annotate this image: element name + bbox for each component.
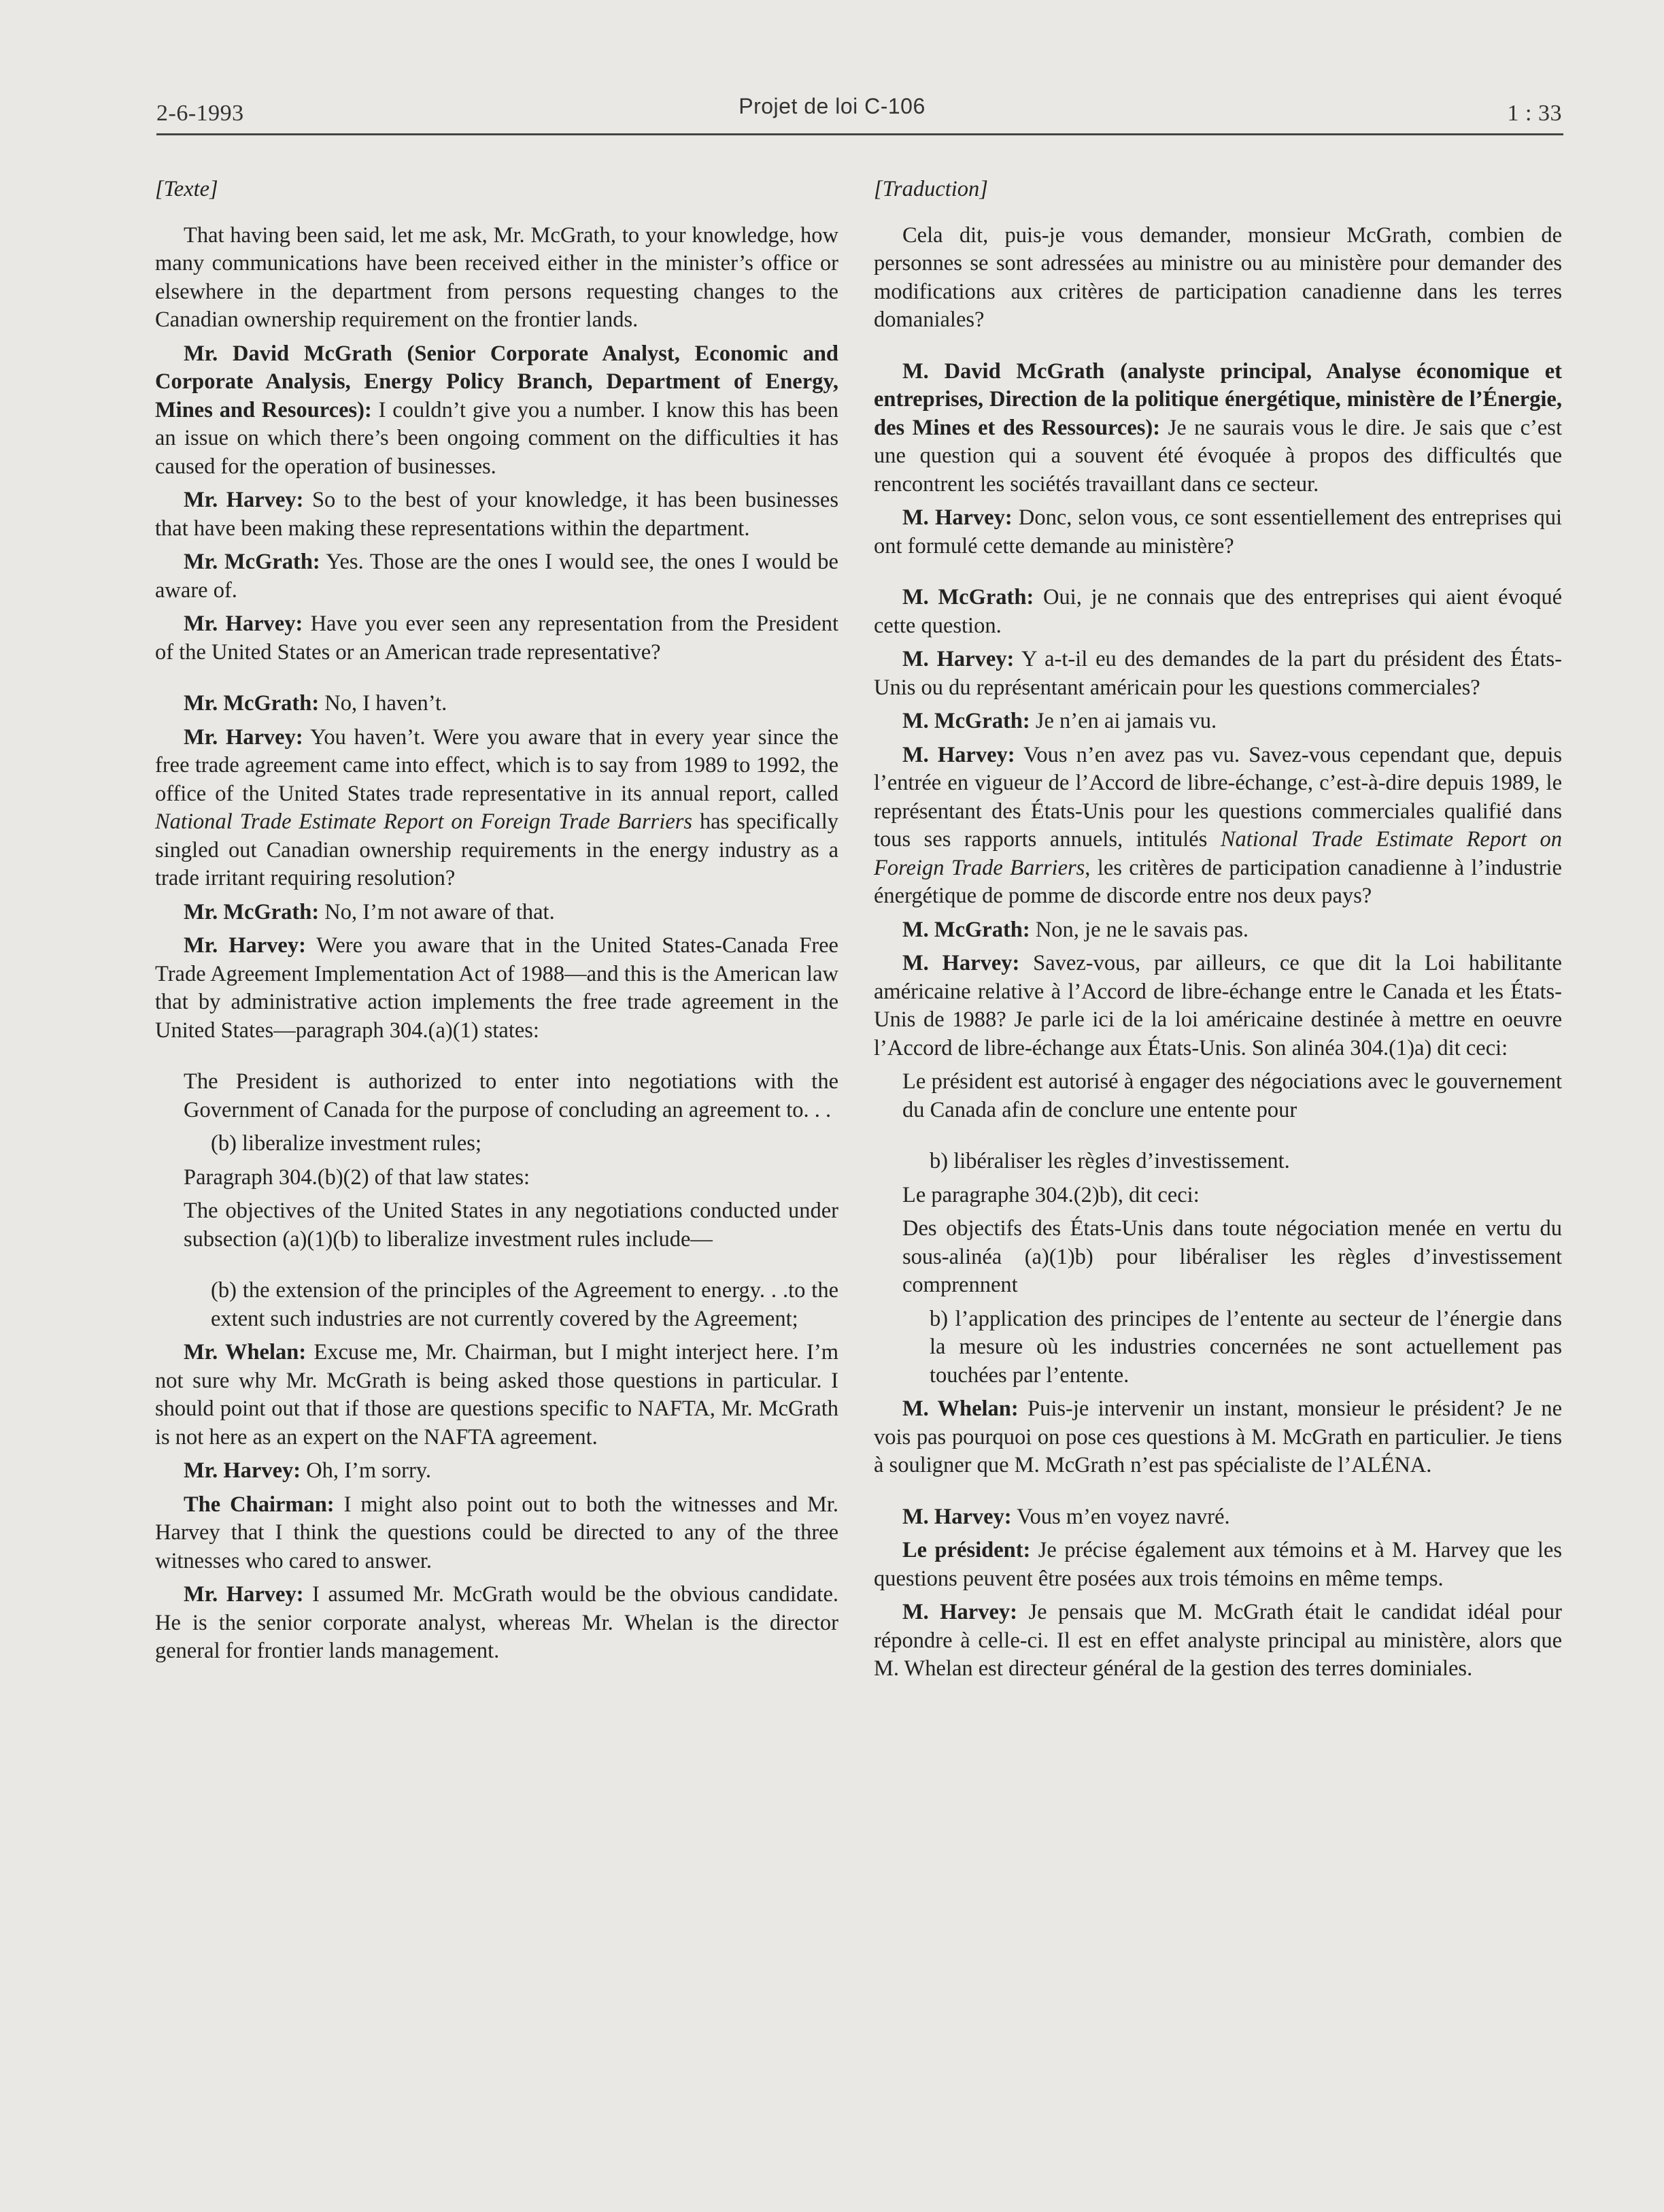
report-title: National Trade Estimate Report on Foreign Trade Barriers	[874, 827, 1562, 880]
quotation: Le président est autorisé à engager des négociations avec le gouvernement du Canada afin de conclure une entente pour	[902, 1069, 1562, 1122]
paragraph	[155, 1581, 838, 1666]
speech: No, I’m not aware of that.	[319, 899, 555, 924]
paragraph	[155, 724, 838, 893]
quotation: The objectives of the United States in any negotiations conducted under subsection (a)(1)(b) to liberalize investment rules include—	[184, 1199, 838, 1252]
speaker: M. Harvey:	[902, 505, 1013, 530]
speech: So to the best of your knowledge, it has been businesses that have been making these representations within the department.	[155, 488, 838, 541]
header-rule	[156, 133, 1563, 135]
paragraph	[155, 1339, 838, 1452]
quotation: The President is authorized to enter into negotiations with the Government of Canada for the purpose of concluding an agreement to. . .	[184, 1069, 838, 1122]
speech: I assumed Mr. McGrath would be the obvious candidate. He is the senior corporate analyst, whereas Mr. Whelan is the director general for frontier lands management.	[155, 1582, 839, 1663]
speech: , les critères de participation canadienne à l’industrie énergétique de pomme de discorde entre nos deux pays?	[874, 855, 1562, 908]
paragraph	[155, 690, 838, 718]
speech: Oui, je ne connais que des entreprises qui aient évoqué cette question.	[874, 585, 1562, 638]
speaker: Mr. David McGrath (Senior Corporate Analyst, Economic and Corporate Analysis, Energy Policy Branch, Department of Energy, Mines and Resources):	[155, 341, 838, 422]
speech: has specifically singled out Canadian ownership requirements in the energy industry as a trade irritant requiring resolution?	[155, 809, 838, 890]
speaker: M. McGrath:	[902, 709, 1030, 733]
header-date: 2-6-1993	[156, 101, 244, 126]
paragraph	[155, 610, 838, 667]
paragraph	[155, 932, 838, 1045]
paragraph	[874, 1395, 1562, 1480]
paragraph	[874, 584, 1562, 640]
paragraph: That having been said, let me ask, Mr. McGrath, to your knowledge, how many communications have been received either in the minister’s office or elsewhere in the department from persons requesting changes to the Canadian ownership requirement on the frontier lands.	[155, 222, 838, 332]
speaker: The Chairman:	[184, 1492, 335, 1517]
paragraph	[874, 504, 1562, 560]
speaker: Mr. Harvey:	[184, 933, 306, 958]
speech: Je ne saurais vous le dire. Je sais que c’est une question qui a souvent été évoquée à propos des difficultés que rencontrent les sociétés travaillant dans ce secteur.	[874, 415, 1562, 497]
speaker: Mr. Harvey:	[184, 1458, 301, 1483]
speech: Were you aware that in the United States-Canada Free Trade Agreement Implementation Act of 1988—and this is the American law that by administrative action implements the free trade agreement in the United States—paragraph 304.(a)(1) states:	[155, 933, 838, 1043]
paragraph	[155, 899, 838, 927]
speech: Vous m’en voyez navré.	[1011, 1504, 1230, 1529]
speech: Donc, selon vous, ce sont essentiellement des entreprises qui ont formulé cette demande au ministère?	[874, 505, 1562, 558]
header-title: Projet de loi C-106	[738, 94, 926, 118]
speaker: M. Harvey:	[902, 1504, 1012, 1529]
speaker: Mr. McGrath:	[184, 550, 320, 574]
speaker: M. Harvey:	[902, 1600, 1017, 1624]
speaker: M. Harvey:	[902, 742, 1015, 767]
speaker: M. Harvey:	[902, 951, 1020, 975]
speaker: Mr. Harvey:	[184, 724, 303, 750]
speech: I might also point out to both the witnesses and Mr. Harvey that I think the questions could be directed to any of the three witnesses who cared to answer.	[155, 1492, 838, 1573]
speech: I couldn’t give you a number. I know this has been an issue on which there’s been ongoing comment on the difficulties it has caused for the operation of businesses.	[155, 397, 838, 479]
paragraph	[155, 1491, 838, 1576]
paragraph	[874, 646, 1562, 702]
paragraph	[155, 486, 838, 543]
english-column	[155, 175, 838, 1671]
paragraph	[874, 358, 1562, 499]
quotation: Paragraph 304.(b)(2) of that law states:	[184, 1164, 530, 1190]
speaker: Mr. McGrath:	[184, 899, 320, 924]
quotation: Le paragraphe 304.(2)b), dit ceci:	[902, 1182, 1200, 1207]
speaker: M. Harvey:	[902, 647, 1015, 671]
speaker: M. McGrath:	[902, 585, 1034, 609]
quotation: b) libéraliser les règles d’investissement.	[930, 1149, 1290, 1173]
speaker: Mr. Harvey:	[184, 1582, 304, 1607]
speaker: M. McGrath:	[902, 917, 1030, 942]
speech: Y a-t-il eu des demandes de la part du président des États-Unis ou du représentant américain pour les questions commerciales?	[874, 647, 1562, 700]
paragraph	[874, 1598, 1562, 1683]
paragraph	[874, 1537, 1562, 1593]
speech: Savez-vous, par ailleurs, ce que dit la Loi habilitante américaine relative à l’Accord de libre-échange entre le Canada et les États-Unis de 1988? Je parle ici de la loi américaine destinée à mettre en oeuvre l’Accord de libre-échange aux États-Unis. Son alinéa 304.(1)a) dit ceci:	[874, 951, 1562, 1060]
speech: Puis-je intervenir un instant, monsieur le président? Je ne vois pas pourquoi on pose ces questions à M. McGrath en particulier. Je tiens à souligner que M. McGrath n’est pas spécialiste de l’ALÉNA.	[874, 1396, 1563, 1477]
paragraph	[874, 916, 1562, 945]
speaker: Le président:	[902, 1538, 1031, 1562]
speech: Je pensais que M. McGrath était le candidat idéal pour répondre à celle-ci. Il est en effet analyste principal au ministère, alors que M. Whelan est directeur général de la gestion des terres dominiales.	[874, 1600, 1562, 1681]
translation-tag: [Traduction]	[874, 177, 988, 201]
paragraph	[874, 950, 1562, 1062]
paragraph	[874, 707, 1562, 736]
speech: Have you ever seen any representation from the President of the United States or an American trade representative?	[155, 611, 838, 665]
text-tag: [Texte]	[155, 177, 218, 201]
speech: No, I haven’t.	[319, 691, 447, 716]
paragraph	[155, 1457, 838, 1486]
quotation: (b) liberalize investment rules;	[211, 1131, 481, 1156]
speaker: M. Whelan:	[902, 1396, 1019, 1421]
paragraph: Cela dit, puis-je vous demander, monsieur McGrath, combien de personnes se sont adressées au ministre ou au ministère pour demander des modifications aux critères de participation canadienne dans les terres domaniales?	[874, 222, 1562, 332]
speaker: Mr. Harvey:	[184, 488, 304, 512]
speech: Yes. Those are the ones I would see, the ones I would be aware of.	[155, 550, 838, 603]
paragraph	[155, 548, 838, 605]
speech: Excuse me, Mr. Chairman, but I might interject here. I’m not sure why Mr. McGrath is being asked those questions in particular. I should point out that if those are questions specific to NAFTA, Mr. McGrath is not here as an expert on the NAFTA agreement.	[155, 1340, 838, 1449]
speech: Vous n’en avez pas vu. Savez-vous cependant que, depuis l’entrée en vigueur de l’Accord de libre-échange, c’est-à-dire depuis 1989, le représentant des États-Unis pour les questions commerciales qualifié dans tous ses rapports annuels, intitulés	[874, 742, 1562, 852]
quotation: b) l’application des principes de l’entente au secteur de l’énergie dans la mesure où les industries concernées ne sont actuellement pas touchées par l’entente.	[930, 1306, 1562, 1388]
speech: You haven’t. Were you aware that in every year since the free trade agreement came into effect, which is to say from 1989 to 1992, the office of the United States trade representative in its annual report, called	[155, 724, 838, 806]
header-page-number: 1 : 33	[1507, 101, 1562, 126]
speech: Je précise également aux témoins et à M. Harvey que les questions peuvent être posées aux trois témoins en même temps.	[874, 1538, 1562, 1591]
speaker: Mr. McGrath:	[184, 691, 320, 716]
speech: Oh, I’m sorry.	[301, 1458, 432, 1483]
speech: Non, je ne le savais pas.	[1030, 917, 1249, 942]
quotation: (b) the extension of the principles of the Agreement to energy. . .to the extent such industries are not currently covered by the Agreement;	[211, 1278, 838, 1331]
paragraph	[155, 340, 838, 482]
paragraph	[874, 741, 1562, 911]
speaker: M. David McGrath (analyste principal, Analyse économique et entreprises, Direction de la politique énergétique, ministère de l’Énergie, des Mines et des Ressources):	[874, 358, 1562, 440]
french-column	[874, 175, 1562, 1689]
report-title: National Trade Estimate Report on Foreign Trade Barriers	[155, 809, 693, 834]
speaker: Mr. Whelan:	[184, 1340, 307, 1364]
speaker: Mr. Harvey:	[184, 611, 303, 636]
quotation: Des objectifs des États-Unis dans toute négociation menée en vertu du sous-alinéa (a)(1)b) pour libéraliser les règles d’investissement comprennent	[902, 1216, 1562, 1297]
paragraph	[874, 1503, 1562, 1532]
speech: Je n’en ai jamais vu.	[1030, 709, 1217, 733]
